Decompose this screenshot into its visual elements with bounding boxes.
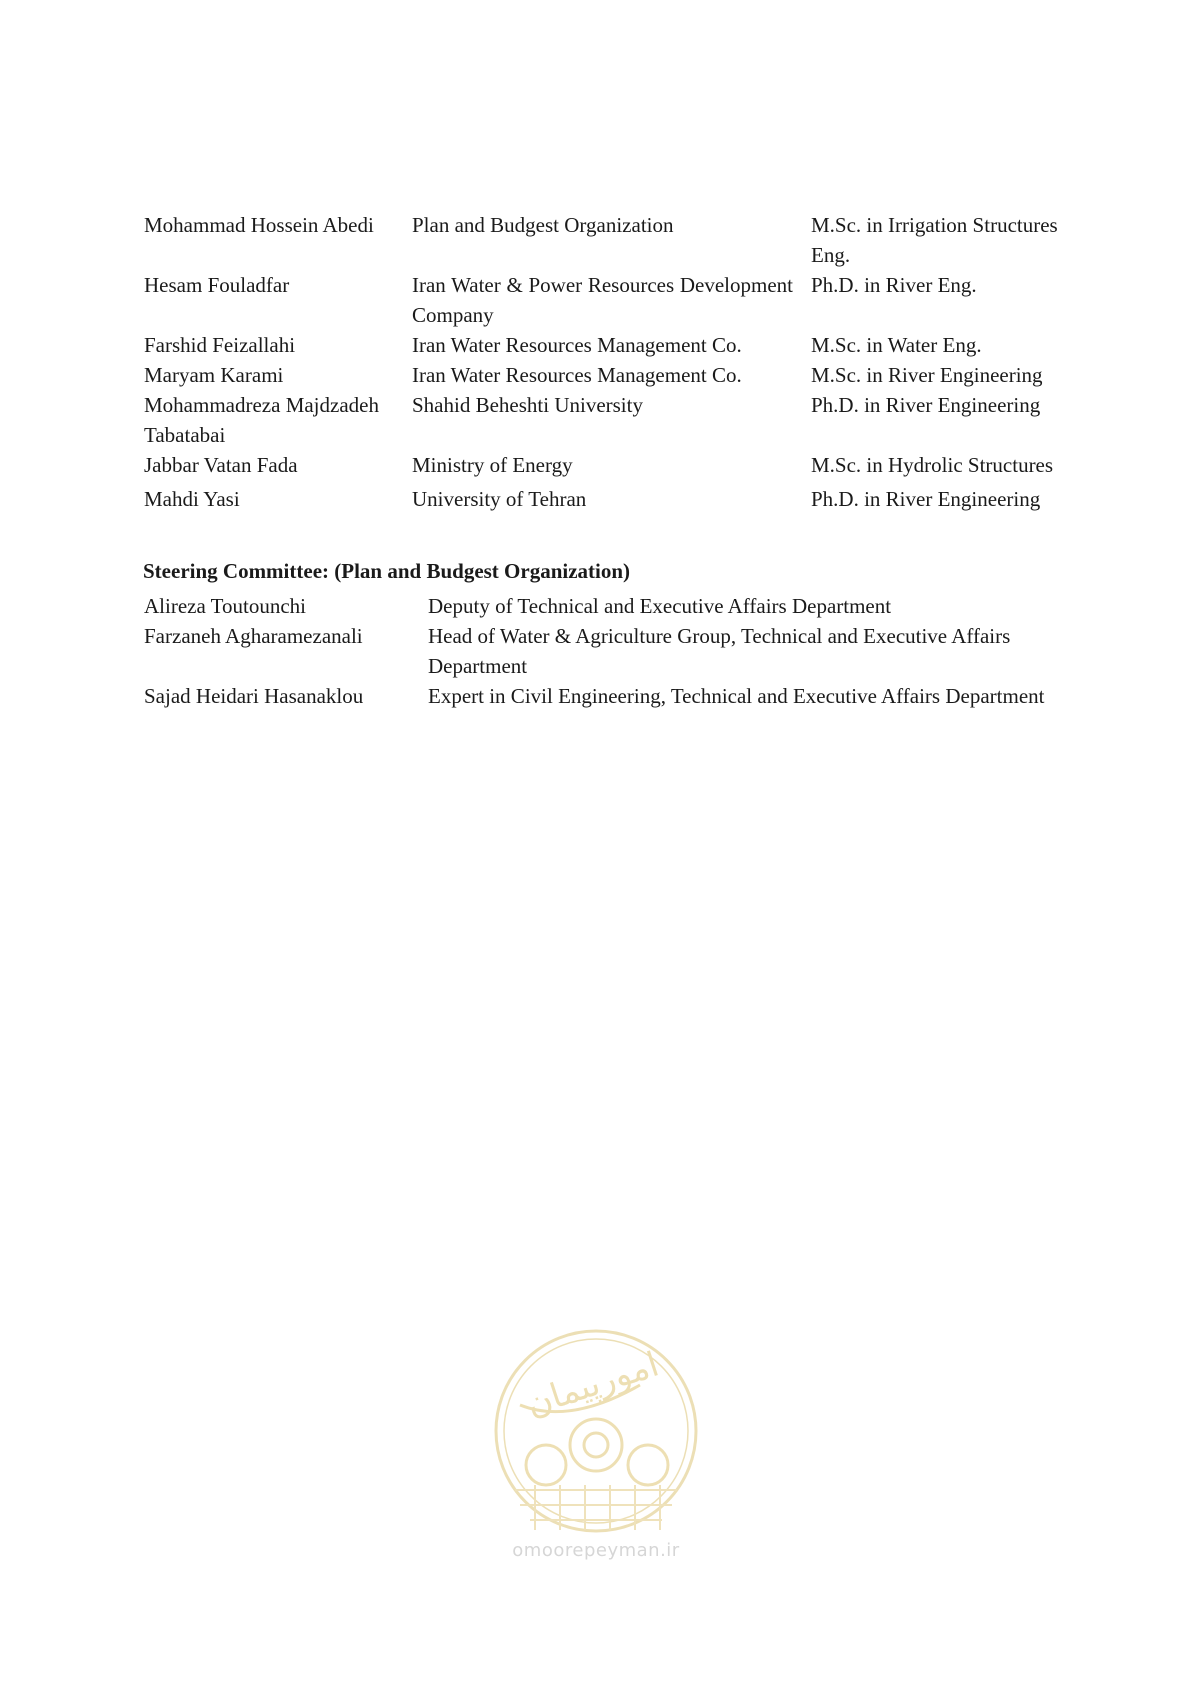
member-name: Mohammad Hossein Abedi — [144, 213, 374, 237]
member-organization: Ministry of Energy — [412, 453, 573, 477]
member-degree: Ph.D. in River Engineering — [811, 393, 1041, 417]
watermark-site: omoorepeyman.ir — [512, 1540, 680, 1561]
steering-member-role: Deputy of Technical and Executive Affairs Department — [428, 594, 892, 618]
member-organization: Iran Water Resources Management Co. — [412, 363, 742, 387]
table-row — [144, 390, 1094, 450]
member-degree: M.Sc. in River Engineering — [811, 363, 1043, 387]
member-degree: M.Sc. in Water Eng. — [811, 333, 982, 357]
steering-member-name: Farzaneh Agharamezanali — [144, 624, 363, 648]
table-row — [144, 360, 1094, 390]
member-organization: University of Tehran — [412, 487, 587, 511]
table-row — [144, 270, 1094, 330]
member-organization: Shahid Beheshti University — [412, 393, 643, 417]
steering-committee-heading: Steering Committee: (Plan and Budgest Organization) — [143, 559, 631, 583]
member-name: Hesam Fouladfar — [144, 273, 290, 297]
watermark-logo-text: امورپیمان — [521, 1344, 664, 1425]
table-row — [144, 681, 1094, 711]
steering-committee-table — [144, 591, 1094, 711]
steering-member-role: Head of Water & Agriculture Group, Technical and Executive Affairs Department — [428, 624, 1011, 678]
table-row — [144, 210, 1094, 270]
steering-member-role: Expert in Civil Engineering, Technical and Executive Affairs Department — [428, 684, 1045, 708]
table-row — [144, 450, 1094, 480]
member-organization: Iran Water Resources Management Co. — [412, 333, 742, 357]
member-name: Farshid Feizallahi — [144, 333, 296, 357]
member-degree: Ph.D. in River Eng. — [811, 273, 977, 297]
member-name: Mohammadreza Majdzadeh Tabatabai — [144, 393, 379, 447]
members-table — [144, 210, 1094, 514]
member-name: Jabbar Vatan Fada — [144, 453, 298, 477]
member-name: Mahdi Yasi — [144, 487, 240, 511]
steering-member-name: Sajad Heidari Hasanaklou — [144, 684, 364, 708]
member-degree: Ph.D. in River Engineering — [811, 487, 1041, 511]
member-organization: Plan and Budgest Organization — [412, 213, 674, 237]
member-degree: M.Sc. in Irrigation Structures Eng. — [811, 213, 1058, 267]
table-row — [144, 621, 1094, 681]
member-organization: Iran Water & Power Resources Development Company — [412, 273, 793, 327]
steering-member-name: Alireza Toutounchi — [144, 594, 307, 618]
table-row — [144, 591, 1094, 621]
member-name: Maryam Karami — [144, 363, 284, 387]
member-degree: M.Sc. in Hydrolic Structures — [811, 453, 1054, 477]
table-row — [144, 330, 1094, 360]
table-row — [144, 480, 1094, 514]
